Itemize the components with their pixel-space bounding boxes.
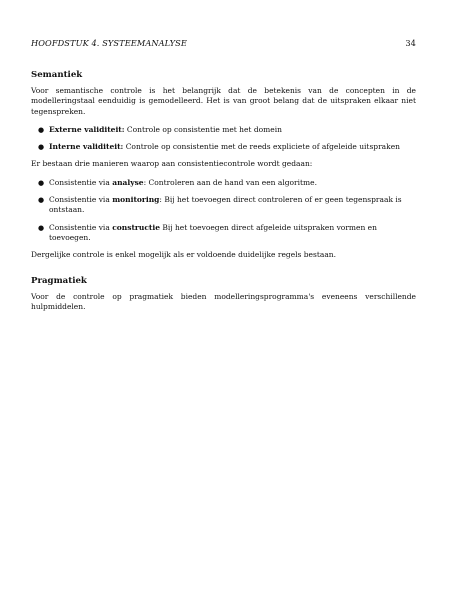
term-analysis: analyse [112,177,144,187]
bullet-icon: ● [38,223,45,232]
desc-analysis: : Controleren aan de hand van een algoritme. [143,177,317,187]
bullet-icon: ● [38,143,45,152]
desc-construction: Bij het toevoegen direct afgeleide uitspraken vormen en toevoegen. [49,222,377,242]
prefix-construction: Consistentie via [49,222,113,232]
bullet-icon: ● [38,196,45,205]
page-number: 34 [405,38,416,48]
semantics-intro-paragraph: Voor semantische controle is het belangrijk dat de betekenis van de concepten in de modelleringstaal eenduidig is gemodelleerd. Het is van groot belang dat de uitspraken elkaar niet tegenspreken. [31,86,416,116]
desc-internal-validity: Controle op consistentie met de reeds expliciete of afgeleide uitspraken [123,142,400,152]
term-internal-validity: Interne validiteit: [49,142,124,152]
list-item-analysis [31,178,416,188]
prefix-analysis: Consistentie via [49,177,113,187]
bullet-icon: ● [38,178,45,187]
term-construction: constructie [112,222,160,232]
bullet-icon: ● [38,125,45,134]
desc-monitoring: : Bij het toevoegen direct controleren of er geen tegenspraak is ontstaan. [49,195,402,215]
prefix-monitoring: Consistentie via [49,195,113,205]
consistency-ways-list [31,178,416,243]
semantics-conclusion-paragraph: Dergelijke controle is enkel mogelijk als er voldoende duidelijke regels bestaan. [31,250,337,260]
desc-external-validity: Controle op consistentie met het domein [124,124,282,134]
list-item-monitoring [31,195,416,216]
list-item-construction [31,223,416,244]
chapter-title: HOOFDSTUK 4. SYSTEEMANALYSE [31,38,187,48]
section-title-semantics: Semantiek [31,70,83,80]
section-title-pragmatics: Pragmatiek [31,275,87,286]
consistency-ways-intro: Er bestaan drie manieren waarop aan consistentiecontrole wordt gedaan: [31,159,313,169]
list-item-external-validity [31,125,416,135]
pragmatics-paragraph: Voor de controle op pragmatiek bieden modelleringsprogramma's eveneens verschillende hulpmiddelen. [31,291,416,311]
document-page [31,38,416,312]
running-header [31,38,416,48]
list-item-internal-validity [31,142,416,152]
validity-list [31,125,416,153]
term-monitoring: monitoring [112,195,160,205]
term-external-validity: Externe validiteit: [49,124,125,134]
